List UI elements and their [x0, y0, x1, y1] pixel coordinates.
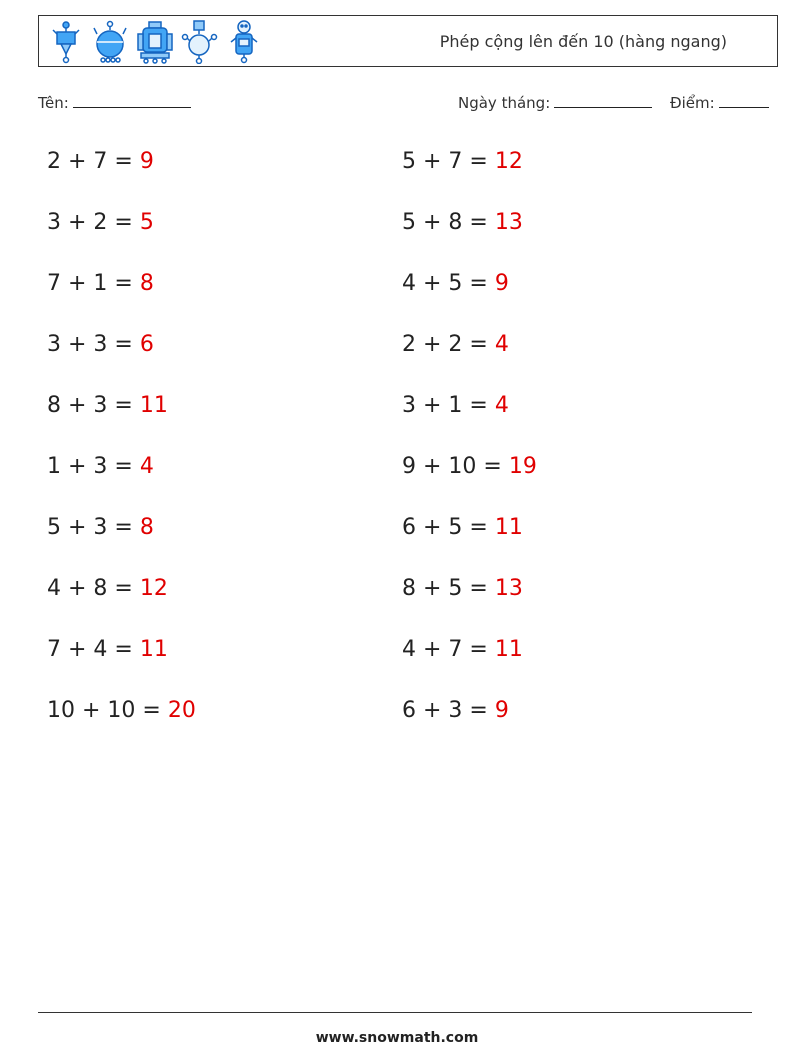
answer: 11	[139, 393, 168, 418]
expression: 2 + 7 =	[47, 149, 140, 174]
problem-right-6	[402, 454, 537, 479]
problem-left-6	[47, 454, 154, 479]
date-label: Ngày tháng:	[458, 94, 551, 112]
name-label: Tên:	[38, 94, 69, 112]
answer: 9	[494, 271, 509, 296]
robot-5-icon	[229, 20, 259, 64]
answer: 4	[494, 332, 509, 357]
name-blank[interactable]	[73, 93, 191, 108]
problem-right-9	[402, 637, 523, 662]
problem-right-4	[402, 332, 509, 357]
answer: 12	[139, 576, 168, 601]
answer: 8	[139, 515, 154, 540]
robot-2-icon	[93, 20, 127, 64]
expression: 9 + 10 =	[402, 454, 509, 479]
answer: 20	[167, 698, 196, 723]
date-blank[interactable]	[554, 93, 652, 108]
score-field	[670, 93, 769, 112]
problem-left-7	[47, 515, 154, 540]
answer: 19	[508, 454, 537, 479]
expression: 2 + 2 =	[402, 332, 495, 357]
footer-site: www.snowmath.com	[315, 1030, 479, 1046]
problem-left-3	[47, 271, 154, 296]
expression: 5 + 3 =	[47, 515, 140, 540]
expression: 4 + 8 =	[47, 576, 140, 601]
expression: 4 + 5 =	[402, 271, 495, 296]
expression: 5 + 7 =	[402, 149, 495, 174]
expression: 3 + 1 =	[402, 393, 495, 418]
answer: 13	[494, 576, 523, 601]
expression: 7 + 1 =	[47, 271, 140, 296]
robot-4-icon	[181, 20, 219, 64]
problem-left-4	[47, 332, 154, 357]
answer: 12	[494, 149, 523, 174]
answer: 5	[139, 210, 154, 235]
answer: 13	[494, 210, 523, 235]
problem-right-7	[402, 515, 523, 540]
problem-right-8	[402, 576, 523, 601]
worksheet-header	[38, 15, 778, 67]
expression: 5 + 8 =	[402, 210, 495, 235]
expression: 6 + 5 =	[402, 515, 495, 540]
problem-left-1	[47, 149, 154, 174]
expression: 6 + 3 =	[402, 698, 495, 723]
answer: 11	[494, 637, 523, 662]
problem-left-8	[47, 576, 168, 601]
worksheet-title: Phép cộng lên đến 10 (hàng ngang)	[439, 32, 727, 51]
robot-3-icon	[137, 20, 173, 64]
problem-left-9	[47, 637, 168, 662]
answer: 4	[494, 393, 509, 418]
answer: 9	[139, 149, 154, 174]
answer: 4	[139, 454, 154, 479]
answer: 8	[139, 271, 154, 296]
expression: 1 + 3 =	[47, 454, 140, 479]
problem-right-10	[402, 698, 509, 723]
problem-right-1	[402, 149, 523, 174]
expression: 8 + 3 =	[47, 393, 140, 418]
answer: 9	[494, 698, 509, 723]
answer: 11	[494, 515, 523, 540]
problem-left-5	[47, 393, 168, 418]
footer-divider	[38, 1012, 752, 1013]
score-blank[interactable]	[719, 93, 769, 108]
expression: 10 + 10 =	[47, 698, 168, 723]
problem-left-10	[47, 698, 196, 723]
robot-1-icon	[51, 20, 81, 64]
answer: 6	[139, 332, 154, 357]
name-field	[38, 93, 191, 112]
expression: 3 + 3 =	[47, 332, 140, 357]
expression: 7 + 4 =	[47, 637, 140, 662]
score-label: Điểm:	[670, 94, 715, 112]
problem-right-3	[402, 271, 509, 296]
problem-right-2	[402, 210, 523, 235]
expression: 4 + 7 =	[402, 637, 495, 662]
problem-left-2	[47, 210, 154, 235]
expression: 8 + 5 =	[402, 576, 495, 601]
expression: 3 + 2 =	[47, 210, 140, 235]
date-field	[458, 93, 652, 112]
answer: 11	[139, 637, 168, 662]
problem-right-5	[402, 393, 509, 418]
